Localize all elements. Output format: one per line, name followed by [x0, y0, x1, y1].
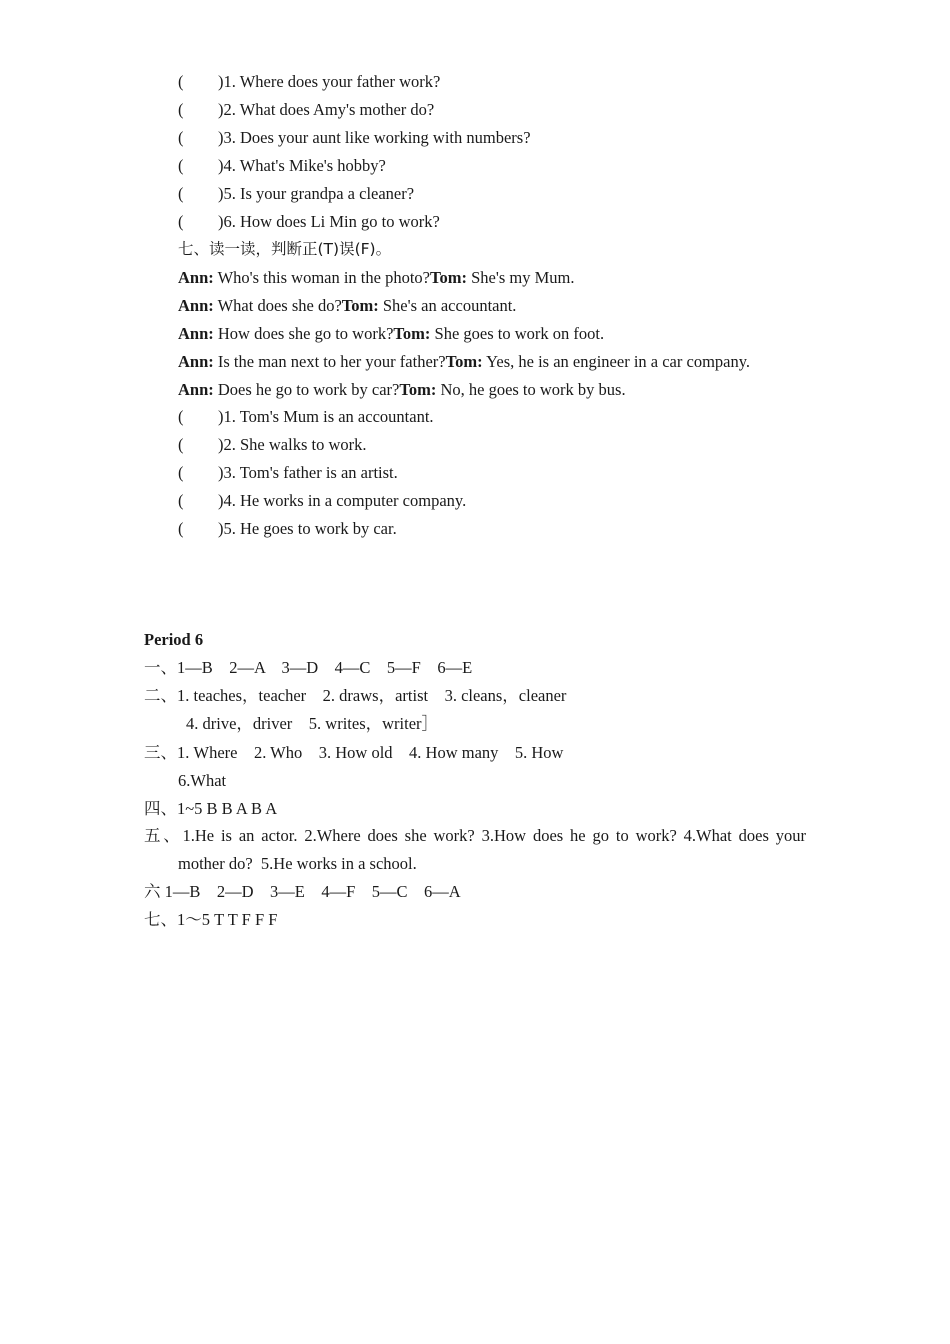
answer-1: 一、1—B 2—A 3—D 4—C 5—F 6—E	[144, 658, 473, 677]
answer-2-cont: 4. drive，driver 5. writes，writer］	[186, 714, 439, 733]
question-7-5: ( )5. He goes to work by car.	[178, 519, 397, 538]
question-6-1: ( )1. Where does your father work?	[178, 72, 441, 91]
question-6-6: ( )6. How does Li Min go to work?	[178, 212, 440, 231]
answer-6: 六 1—B 2—D 3—E 4—F 5—C 6—A	[144, 882, 461, 901]
section-7-title: 七、读一读，判断正(T)误(F)。	[178, 240, 392, 258]
dialogue-line: Ann: What does she do?Tom: She's an accountant.	[178, 296, 517, 315]
question-7-1: ( )1. Tom's Mum is an accountant.	[178, 407, 434, 426]
answers-title: Period 6	[144, 630, 204, 649]
answer-5-cont: mother do? 5.He works in a school.	[178, 854, 417, 873]
dialogue-line: Ann: Is the man next to her your father?Tom: Yes, he is an engineer in a car company.	[178, 352, 751, 371]
question-7-4: ( )4. He works in a computer company.	[178, 491, 467, 510]
answer-5: 五、1.He is an actor. 2.Where does she work? 3.How does he go to work? 4.What does your	[144, 826, 806, 845]
answer-3: 三、1. Where 2. Who 3. How old 4. How many 5. How	[144, 743, 564, 762]
answer-2: 二、1. teaches，teacher 2. draws，artist 3. cleans，cleaner	[144, 686, 567, 705]
dialogue-line: Ann: Who's this woman in the photo?Tom: She's my Mum.	[178, 268, 575, 287]
answer-4: 四、1~5 B B A B A	[144, 799, 278, 818]
dialogue-line: Ann: Does he go to work by car?Tom: No, he goes to work by bus.	[178, 380, 626, 399]
answer-7: 七、1～5 T T F F F	[144, 910, 278, 929]
question-6-5: ( )5. Is your grandpa a cleaner?	[178, 184, 415, 203]
question-6-2: ( )2. What does Amy's mother do?	[178, 100, 435, 119]
question-7-3: ( )3. Tom's father is an artist.	[178, 463, 398, 482]
question-7-2: ( )2. She walks to work.	[178, 435, 367, 454]
question-6-4: ( )4. What's Mike's hobby?	[178, 156, 386, 175]
dialogue-line: Ann: How does she go to work?Tom: She goes to work on foot.	[178, 324, 605, 343]
question-6-3: ( )3. Does your aunt like working with numbers?	[178, 128, 531, 147]
answer-3-cont: 6.What	[178, 771, 227, 790]
